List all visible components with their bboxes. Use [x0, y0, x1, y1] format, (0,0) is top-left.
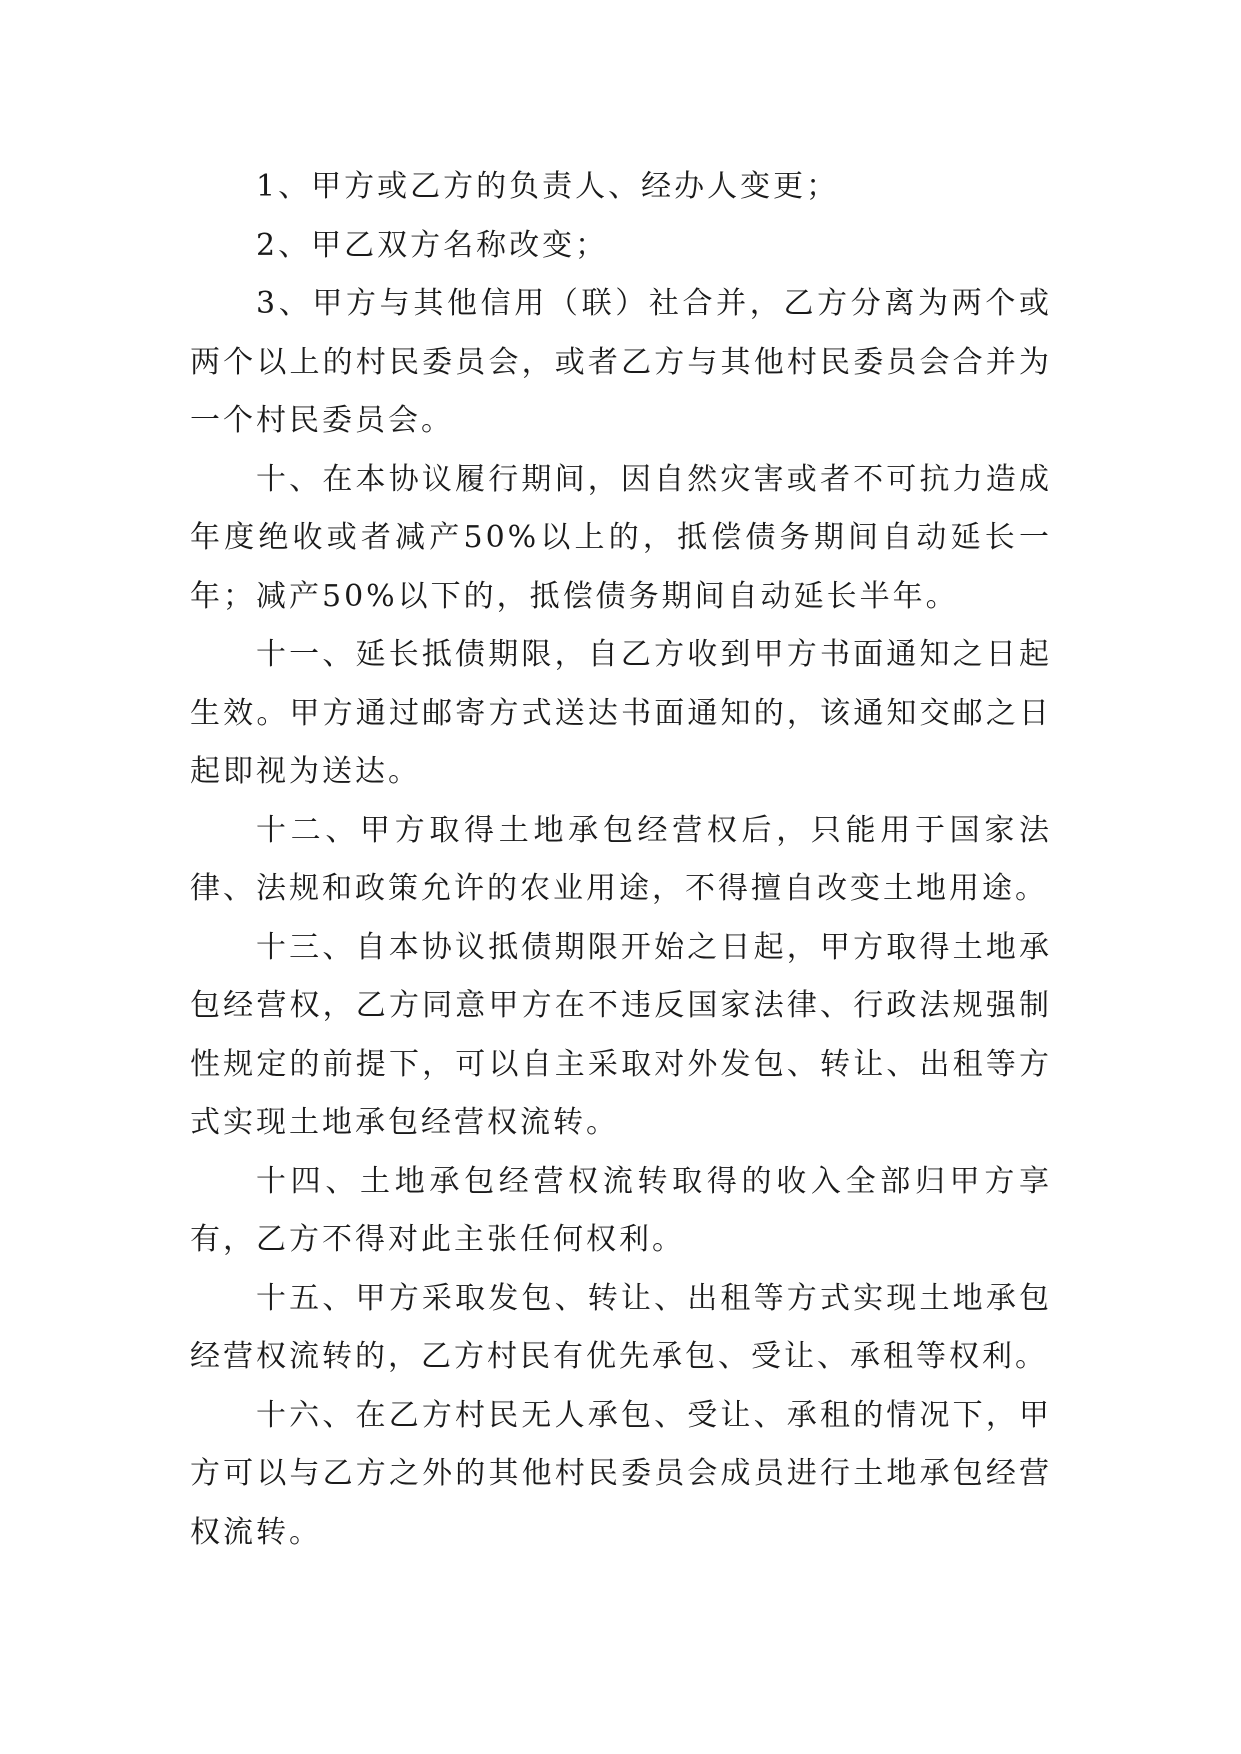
- paragraph-item-1: 1、甲方或乙方的负责人、经办人变更；: [256, 169, 840, 204]
- paragraph-clause-10: 十、在本协议履行期间，因自然灾害或者不可抗力造成年度绝收或者减产50%以上的，抵偿债务期间自动延长一年；减产50%以下的，抵偿债务期间自动延长半年。: [190, 461, 1052, 614]
- paragraph-clause-14: 十四、土地承包经营权流转取得的收入全部归甲方享有，乙方不得对此主张任何权利。: [190, 1163, 1052, 1257]
- paragraph-clause-11: 十一、延长抵债期限，自乙方收到甲方书面通知之日起生效。甲方通过邮寄方式送达书面通知的，该通知交邮之日起即视为送达。: [190, 637, 1052, 789]
- paragraph-clause-13: 十三、自本协议抵债期限开始之日起，甲方取得土地承包经营权，乙方同意甲方在不违反国家法律、行政法规强制性规定的前提下，可以自主采取对外发包、转让、出租等方式实现土地承包经营权流转。: [190, 929, 1052, 1140]
- document-body: [190, 158, 1052, 1562]
- paragraph-clause-15: 十五、甲方采取发包、转让、出租等方式实现土地承包经营权流转的，乙方村民有优先承包、受让、承租等权利。: [190, 1280, 1052, 1374]
- paragraph-item-2: 2、甲乙双方名称改变；: [256, 227, 609, 263]
- paragraph-clause-12: 十二、甲方取得土地承包经营权后，只能用于国家法律、法规和政策允许的农业用途，不得擅自改变土地用途。: [190, 812, 1052, 906]
- paragraph-item-3: 3、甲方与其他信用（联）社合并，乙方分离为两个或两个以上的村民委员会，或者乙方与其他村民委员会合并为一个村民委员会。: [190, 286, 1052, 438]
- paragraph-clause-16: 十六、在乙方村民无人承包、受让、承租的情况下，甲方可以与乙方之外的其他村民委员会成员进行土地承包经营权流转。: [190, 1397, 1052, 1550]
